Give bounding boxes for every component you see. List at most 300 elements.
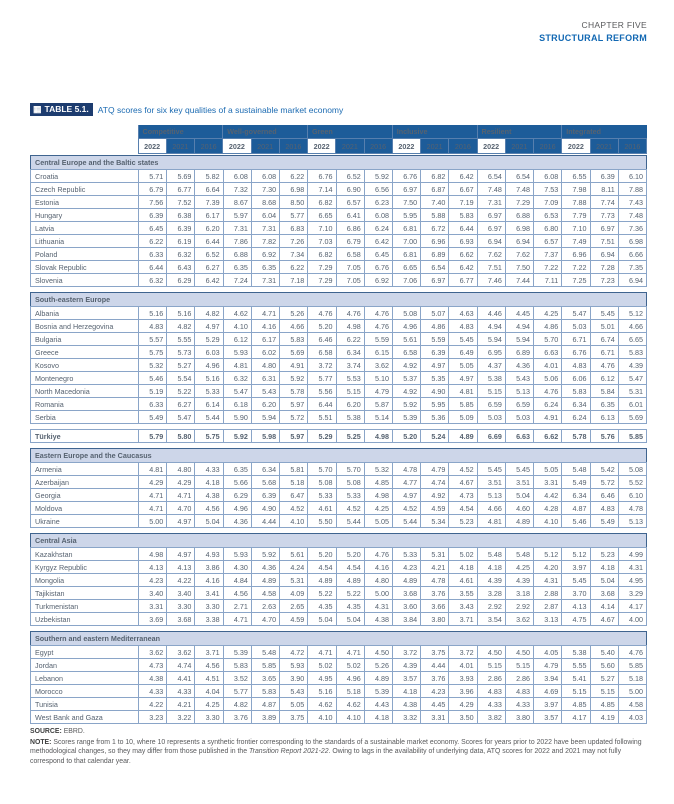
score-cell: 5.48 <box>505 548 533 561</box>
year-header: 2021 <box>251 139 279 154</box>
score-cell: 4.31 <box>618 561 646 574</box>
table-row <box>31 320 647 333</box>
score-cell: 6.31 <box>251 372 279 385</box>
score-cell: 6.76 <box>364 261 392 274</box>
score-cell: 4.45 <box>421 698 449 711</box>
country-cell: Greece <box>31 346 139 359</box>
score-cell: 4.17 <box>562 711 590 724</box>
score-cell: 5.45 <box>449 333 477 346</box>
score-cell: 6.52 <box>195 248 223 261</box>
score-cell: 5.59 <box>421 333 449 346</box>
year-header: 2016 <box>618 139 646 154</box>
score-cell: 6.38 <box>167 209 195 222</box>
score-cell: 4.95 <box>308 672 336 685</box>
score-cell: 6.95 <box>477 346 505 359</box>
score-cell: 4.18 <box>392 685 420 698</box>
score-cell: 4.13 <box>139 561 167 574</box>
score-cell: 6.15 <box>364 346 392 359</box>
score-cell: 4.87 <box>562 502 590 515</box>
score-cell: 6.93 <box>449 235 477 248</box>
score-cell: 7.56 <box>139 196 167 209</box>
score-cell: 3.62 <box>139 646 167 659</box>
country-cell: Poland <box>31 248 139 261</box>
score-cell: 4.83 <box>477 685 505 698</box>
score-cell: 3.57 <box>392 672 420 685</box>
section-header: South-eastern Europe <box>31 293 647 307</box>
year-header: 2016 <box>364 139 392 154</box>
score-cell: 4.75 <box>562 613 590 626</box>
score-cell: 5.13 <box>477 489 505 502</box>
score-cell: 3.72 <box>392 646 420 659</box>
score-cell: 3.38 <box>195 613 223 626</box>
score-cell: 6.63 <box>534 346 562 359</box>
score-cell: 3.71 <box>449 613 477 626</box>
score-cell: 5.77 <box>280 209 308 222</box>
score-cell: 4.39 <box>392 659 420 672</box>
score-cell: 5.08 <box>618 463 646 476</box>
score-cell: 7.26 <box>280 235 308 248</box>
score-cell: 5.04 <box>336 613 364 626</box>
score-cell: 4.70 <box>251 613 279 626</box>
score-cell: 5.02 <box>336 659 364 672</box>
score-cell: 6.44 <box>449 222 477 235</box>
section-header: Eastern Europe and the Caucasus <box>31 449 647 463</box>
score-cell: 5.40 <box>590 646 618 659</box>
score-cell: 4.10 <box>280 515 308 528</box>
score-cell: 6.34 <box>562 398 590 411</box>
year-header: 2022 <box>392 139 420 154</box>
score-cell: 4.80 <box>251 359 279 372</box>
score-cell: 4.59 <box>280 613 308 626</box>
score-cell: 5.60 <box>590 659 618 672</box>
score-cell: 4.81 <box>477 515 505 528</box>
score-cell: 4.51 <box>195 672 223 685</box>
score-cell: 6.22 <box>139 235 167 248</box>
score-cell: 5.72 <box>280 411 308 424</box>
score-cell: 6.03 <box>195 346 223 359</box>
score-cell: 3.70 <box>562 587 590 600</box>
score-cell: 4.78 <box>421 574 449 587</box>
score-cell: 4.28 <box>534 502 562 515</box>
score-cell: 4.54 <box>449 502 477 515</box>
score-cell: 5.42 <box>590 463 618 476</box>
score-cell: 4.79 <box>421 463 449 476</box>
score-cell: 5.18 <box>336 685 364 698</box>
score-cell: 6.65 <box>618 333 646 346</box>
score-cell: 6.47 <box>280 489 308 502</box>
score-cell: 4.71 <box>336 646 364 659</box>
score-cell: 7.50 <box>392 196 420 209</box>
score-cell: 5.55 <box>562 659 590 672</box>
country-cell: Bosnia and Herzegovina <box>31 320 139 333</box>
score-cell: 3.71 <box>195 646 223 659</box>
score-cell: 7.00 <box>392 235 420 248</box>
table-row <box>31 515 647 528</box>
score-cell: 7.23 <box>590 274 618 287</box>
score-cell: 4.96 <box>195 359 223 372</box>
score-cell: 4.29 <box>167 476 195 489</box>
score-cell: 6.79 <box>336 235 364 248</box>
score-cell: 4.00 <box>618 613 646 626</box>
score-cell: 6.08 <box>364 209 392 222</box>
score-cell: 4.66 <box>280 320 308 333</box>
score-cell: 5.78 <box>562 430 590 443</box>
score-cell: 4.93 <box>195 548 223 561</box>
score-cell: 4.97 <box>449 372 477 385</box>
header-corner <box>30 125 138 139</box>
score-cell: 4.91 <box>534 411 562 424</box>
score-cell: 6.20 <box>195 222 223 235</box>
score-cell: 4.71 <box>139 502 167 515</box>
score-cell: 3.93 <box>449 672 477 685</box>
score-cell: 7.31 <box>477 196 505 209</box>
score-cell: 5.48 <box>251 646 279 659</box>
score-cell: 7.29 <box>308 261 336 274</box>
score-cell: 3.76 <box>421 672 449 685</box>
score-cell: 4.89 <box>251 574 279 587</box>
score-cell: 7.31 <box>251 274 279 287</box>
score-cell: 6.39 <box>251 489 279 502</box>
score-cell: 4.92 <box>392 385 420 398</box>
region-section <box>30 631 647 724</box>
score-cell: 6.35 <box>590 398 618 411</box>
table-row <box>31 659 647 672</box>
score-cell: 5.00 <box>618 685 646 698</box>
score-cell: 5.70 <box>336 463 364 476</box>
country-cell: Hungary <box>31 209 139 222</box>
score-cell: 5.70 <box>308 463 336 476</box>
score-cell: 3.31 <box>534 476 562 489</box>
score-cell: 4.25 <box>505 561 533 574</box>
score-cell: 7.29 <box>308 274 336 287</box>
score-cell: 3.80 <box>505 711 533 724</box>
score-cell: 5.34 <box>421 515 449 528</box>
score-cell: 5.68 <box>251 476 279 489</box>
score-cell: 5.44 <box>392 515 420 528</box>
score-cell: 4.35 <box>308 600 336 613</box>
country-cell: Tunisia <box>31 698 139 711</box>
score-cell: 4.83 <box>590 502 618 515</box>
score-cell: 6.42 <box>449 261 477 274</box>
score-cell: 6.29 <box>167 274 195 287</box>
score-cell: 3.23 <box>139 711 167 724</box>
score-cell: 4.74 <box>167 659 195 672</box>
table-row <box>31 398 647 411</box>
score-cell: 6.22 <box>280 170 308 183</box>
year-header: 2022 <box>223 139 251 154</box>
score-cell: 6.94 <box>590 248 618 261</box>
score-cell: 4.86 <box>534 320 562 333</box>
score-cell: 3.50 <box>449 711 477 724</box>
score-cell: 5.93 <box>223 548 251 561</box>
country-cell: Azerbaijan <box>31 476 139 489</box>
score-cell: 4.52 <box>336 502 364 515</box>
score-cell: 5.29 <box>308 430 336 443</box>
score-cell: 6.96 <box>421 235 449 248</box>
score-cell: 4.22 <box>167 574 195 587</box>
score-cell: 3.30 <box>195 600 223 613</box>
score-cell: 2.88 <box>534 587 562 600</box>
score-cell: 5.33 <box>308 489 336 502</box>
score-cell: 5.26 <box>364 659 392 672</box>
score-cell: 6.62 <box>449 248 477 261</box>
score-cell: 4.76 <box>336 307 364 320</box>
score-cell: 4.52 <box>449 463 477 476</box>
score-cell: 5.82 <box>195 170 223 183</box>
score-cell: 4.16 <box>195 574 223 587</box>
score-cell: 6.08 <box>251 170 279 183</box>
score-cell: 4.94 <box>477 320 505 333</box>
score-cell: 5.16 <box>308 685 336 698</box>
score-cell: 4.50 <box>477 646 505 659</box>
year-header: 2021 <box>166 139 194 154</box>
country-cell: Slovak Republic <box>31 261 139 274</box>
score-cell: 4.81 <box>139 463 167 476</box>
score-cell: 6.98 <box>618 235 646 248</box>
score-cell: 4.13 <box>562 600 590 613</box>
score-cell: 5.57 <box>139 333 167 346</box>
score-cell: 6.10 <box>618 489 646 502</box>
score-cell: 7.31 <box>251 222 279 235</box>
score-cell: 4.82 <box>167 320 195 333</box>
score-cell: 4.79 <box>364 385 392 398</box>
score-cell: 6.79 <box>139 183 167 196</box>
score-cell: 7.35 <box>618 261 646 274</box>
country-cell: Kyrgyz Republic <box>31 561 139 574</box>
score-cell: 5.20 <box>308 320 336 333</box>
score-cell: 5.72 <box>590 476 618 489</box>
score-cell: 4.67 <box>449 476 477 489</box>
score-cell: 4.77 <box>392 476 420 489</box>
score-cell: 7.79 <box>562 209 590 222</box>
score-cell: 5.33 <box>336 489 364 502</box>
score-cell: 5.37 <box>392 372 420 385</box>
score-cell: 3.29 <box>618 587 646 600</box>
score-cell: 6.39 <box>590 170 618 183</box>
score-cell: 4.39 <box>477 574 505 587</box>
score-cell: 4.50 <box>364 646 392 659</box>
score-cell: 5.36 <box>421 411 449 424</box>
table-row <box>31 463 647 476</box>
score-cell: 5.69 <box>167 170 195 183</box>
score-cell: 5.39 <box>223 646 251 659</box>
year-header: 2016 <box>534 139 562 154</box>
score-cell: 5.75 <box>139 346 167 359</box>
score-cell: 6.39 <box>421 346 449 359</box>
score-cell: 7.88 <box>562 196 590 209</box>
score-cell: 6.89 <box>505 346 533 359</box>
score-cell: 3.52 <box>223 672 251 685</box>
score-cell: 7.51 <box>590 235 618 248</box>
score-cell: 3.66 <box>421 600 449 613</box>
score-cell: 5.45 <box>590 307 618 320</box>
score-cell: 5.06 <box>534 372 562 385</box>
score-cell: 7.48 <box>477 183 505 196</box>
score-cell: 4.31 <box>364 600 392 613</box>
score-cell: 6.33 <box>139 398 167 411</box>
score-cell: 5.05 <box>364 515 392 528</box>
country-cell: Bulgaria <box>31 333 139 346</box>
score-cell: 4.76 <box>534 385 562 398</box>
score-cell: 4.36 <box>251 561 279 574</box>
country-cell: Georgia <box>31 489 139 502</box>
score-cell: 4.39 <box>505 574 533 587</box>
year-header: 2016 <box>279 139 307 154</box>
score-cell: 6.89 <box>421 248 449 261</box>
score-cell: 3.69 <box>139 613 167 626</box>
score-cell: 7.48 <box>505 183 533 196</box>
chapter-number: CHAPTER FIVE <box>581 20 647 30</box>
country-cell: Egypt <box>31 646 139 659</box>
score-cell: 6.22 <box>336 333 364 346</box>
score-cell: 4.67 <box>590 613 618 626</box>
score-cell: 4.83 <box>505 685 533 698</box>
table-grid-icon: ▦ <box>33 104 42 114</box>
score-cell: 6.81 <box>392 222 420 235</box>
score-cell: 5.27 <box>167 359 195 372</box>
score-cell: 5.15 <box>590 685 618 698</box>
score-cell: 7.09 <box>534 196 562 209</box>
score-cell: 4.31 <box>534 574 562 587</box>
score-cell: 6.81 <box>392 248 420 261</box>
score-cell: 4.23 <box>421 685 449 698</box>
score-cell: 4.97 <box>195 320 223 333</box>
table-label: TABLE 5.1. <box>44 104 89 115</box>
country-cell: Jordan <box>31 659 139 672</box>
score-cell: 7.48 <box>618 209 646 222</box>
score-cell: 5.32 <box>364 463 392 476</box>
score-cell: 4.05 <box>534 646 562 659</box>
score-cell: 6.32 <box>167 248 195 261</box>
score-cell: 6.57 <box>534 235 562 248</box>
score-cell: 4.18 <box>364 711 392 724</box>
table-row <box>31 183 647 196</box>
score-cell: 4.20 <box>534 561 562 574</box>
table-row <box>31 333 647 346</box>
note-text-1: Scores range from 1 to 10, where 10 represents a synthetic frontier corresponding to the standards of a sustainable market economy. Scores for years prior to 2022 have been updated following methodological changes, so they may differ from those published in the <box>30 738 642 756</box>
score-cell: 6.44 <box>139 261 167 274</box>
score-cell: 5.25 <box>336 430 364 443</box>
score-cell: 4.41 <box>167 672 195 685</box>
score-cell: 4.73 <box>449 489 477 502</box>
year-header: 2021 <box>336 139 364 154</box>
score-cell: 5.38 <box>562 646 590 659</box>
score-cell: 5.69 <box>280 346 308 359</box>
chapter-title: STRUCTURAL REFORM <box>539 33 647 43</box>
score-cell: 4.76 <box>590 359 618 372</box>
score-cell: 4.81 <box>223 359 251 372</box>
score-cell: 7.28 <box>590 261 618 274</box>
score-cell: 4.33 <box>477 698 505 711</box>
score-cell: 3.72 <box>308 359 336 372</box>
score-cell: 6.08 <box>223 170 251 183</box>
year-header: 2016 <box>195 139 223 154</box>
score-cell: 4.29 <box>139 476 167 489</box>
country-cell: Albania <box>31 307 139 320</box>
score-cell: 6.12 <box>223 333 251 346</box>
score-cell: 5.94 <box>477 333 505 346</box>
score-cell: 5.08 <box>392 307 420 320</box>
score-cell: 4.36 <box>223 515 251 528</box>
country-cell: Moldova <box>31 502 139 515</box>
score-cell: 5.47 <box>618 372 646 385</box>
score-cell: 6.97 <box>392 183 420 196</box>
score-cell: 6.02 <box>251 346 279 359</box>
score-cell: 3.97 <box>534 698 562 711</box>
year-header: 2021 <box>421 139 449 154</box>
score-cell: 5.61 <box>392 333 420 346</box>
score-cell: 6.41 <box>336 209 364 222</box>
year-header: 2022 <box>562 139 590 154</box>
country-cell: Montenegro <box>31 372 139 385</box>
score-cell: 4.69 <box>534 685 562 698</box>
score-cell: 4.38 <box>364 613 392 626</box>
score-cell: 4.46 <box>477 307 505 320</box>
score-cell: 6.13 <box>590 411 618 424</box>
score-cell: 4.76 <box>308 307 336 320</box>
score-cell: 6.94 <box>505 235 533 248</box>
score-cell: 6.92 <box>364 274 392 287</box>
score-cell: 2.63 <box>251 600 279 613</box>
score-cell: 5.45 <box>477 463 505 476</box>
region-section <box>30 429 647 443</box>
year-header: 2022 <box>308 139 336 154</box>
score-cell: 4.22 <box>139 698 167 711</box>
score-cell: 7.22 <box>534 261 562 274</box>
score-cell: 4.52 <box>392 502 420 515</box>
score-cell: 4.97 <box>167 515 195 528</box>
score-cell: 4.33 <box>139 685 167 698</box>
score-cell: 6.24 <box>562 411 590 424</box>
score-cell: 5.47 <box>223 385 251 398</box>
score-cell: 7.37 <box>534 248 562 261</box>
score-cell: 3.68 <box>167 613 195 626</box>
score-cell: 5.87 <box>364 398 392 411</box>
score-cell: 7.36 <box>618 222 646 235</box>
score-cell: 5.83 <box>223 659 251 672</box>
score-cell: 5.98 <box>251 430 279 443</box>
score-cell: 5.02 <box>308 659 336 672</box>
score-cell: 8.11 <box>590 183 618 196</box>
score-cell: 4.81 <box>449 385 477 398</box>
score-cell: 6.46 <box>308 333 336 346</box>
score-cell: 6.57 <box>336 196 364 209</box>
table-row <box>31 346 647 359</box>
score-cell: 6.54 <box>477 170 505 183</box>
score-cell: 5.22 <box>308 587 336 600</box>
section-header: Southern and eastern Mediterranean <box>31 632 647 646</box>
score-cell: 5.15 <box>477 659 505 672</box>
score-cell: 6.59 <box>477 398 505 411</box>
score-cell: 4.14 <box>590 600 618 613</box>
score-cell: 5.24 <box>421 430 449 443</box>
score-cell: 4.52 <box>280 502 308 515</box>
year-header: 2021 <box>590 139 618 154</box>
score-cell: 5.93 <box>280 659 308 672</box>
score-cell: 6.80 <box>534 222 562 235</box>
score-cell: 2.86 <box>505 672 533 685</box>
score-cell: 6.34 <box>336 346 364 359</box>
score-cell: 5.80 <box>167 430 195 443</box>
score-cell: 7.06 <box>392 274 420 287</box>
score-cell: 4.73 <box>139 659 167 672</box>
score-cell: 6.88 <box>223 248 251 261</box>
score-cell: 6.87 <box>421 183 449 196</box>
score-cell: 6.08 <box>534 170 562 183</box>
score-cell: 4.56 <box>195 502 223 515</box>
score-cell: 5.20 <box>308 548 336 561</box>
country-cell: Uzbekistan <box>31 613 139 626</box>
